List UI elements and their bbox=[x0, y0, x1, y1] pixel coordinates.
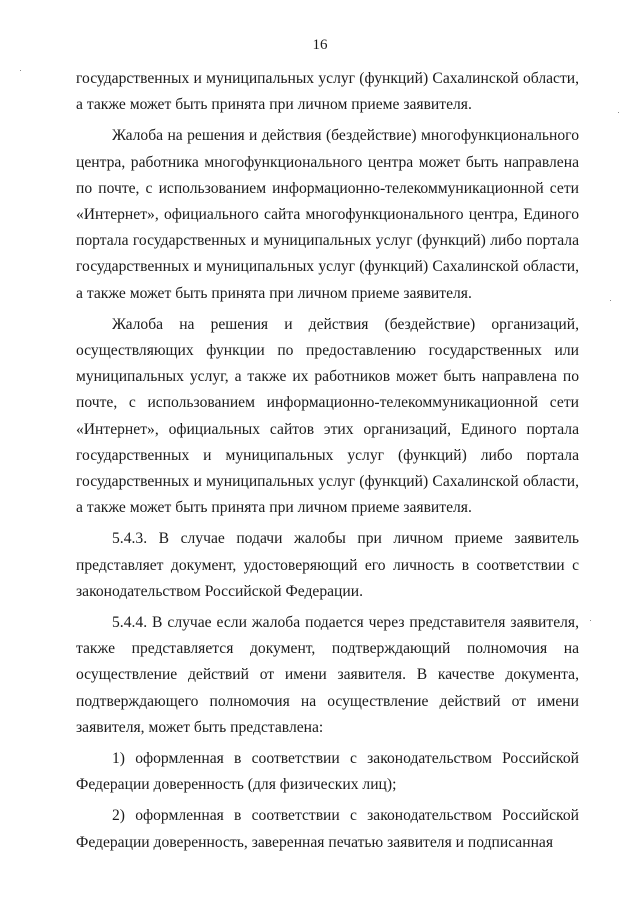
paragraph-continuation: государственных и муниципальных услуг (функций) Сахалинской области, а также может быть принята при личном приеме заявителя. bbox=[76, 70, 579, 114]
scan-speck bbox=[618, 112, 619, 113]
scan-speck bbox=[20, 70, 21, 71]
paragraph-mfc-complaint: Жалоба на решения и действия (бездействие) многофункционального центра, работника многофункционального центра может быть направлена по почте, с использованием информационно-телекоммуникационной сети «Интернет», официального сайта многофункционального центра, Единого портала государственных и муниципальных услуг (функций) либо портала государственных и муниципальных услуг (функций) Сахалинской области, а также может быть принята при личном приеме заявителя. bbox=[76, 127, 579, 302]
paragraph-organization-complaint: Жалоба на решения и действия (бездействие) организаций, осуществляющих функции по предоставлению государственных или муниципальных услуг, а также их работников может быть направлена по почте, с использованием информационно-телекоммуникационной сети «Интернет», официальных сайтов этих организаций, Единого портала государственных и муниципальных услуг (функций) либо портала государственных и муниципальных услуг (функций) Сахалинской области, а также может быть принята при личном приеме заявителя. bbox=[76, 315, 579, 517]
paragraph-section-5-4-3: 5.4.3. В случае подачи жалобы при личном приеме заявитель представляет документ, удостоверяющий его личность в соответствии с законодательством Российской Федерации. bbox=[76, 530, 579, 600]
document-body bbox=[76, 66, 579, 856]
scan-speck bbox=[590, 620, 591, 621]
paragraph-section-5-4-4: 5.4.4. В случае если жалоба подается через представителя заявителя, также представляется документ, подтверждающий полномочия на осуществление действий от имени заявителя. В качестве документа, подтверждающего полномочия на осуществление действий от имени заявителя, может быть представлена: bbox=[76, 614, 579, 736]
scan-speck bbox=[610, 300, 611, 301]
page-number: 16 bbox=[312, 37, 328, 53]
list-item-2: 2) оформленная в соответствии с законодательством Российской Федерации доверенность, заверенная печатью заявителя и подписанная bbox=[76, 807, 579, 851]
list-item-1: 1) оформленная в соответствии с законодательством Российской Федерации доверенность (для физических лиц); bbox=[76, 750, 579, 794]
